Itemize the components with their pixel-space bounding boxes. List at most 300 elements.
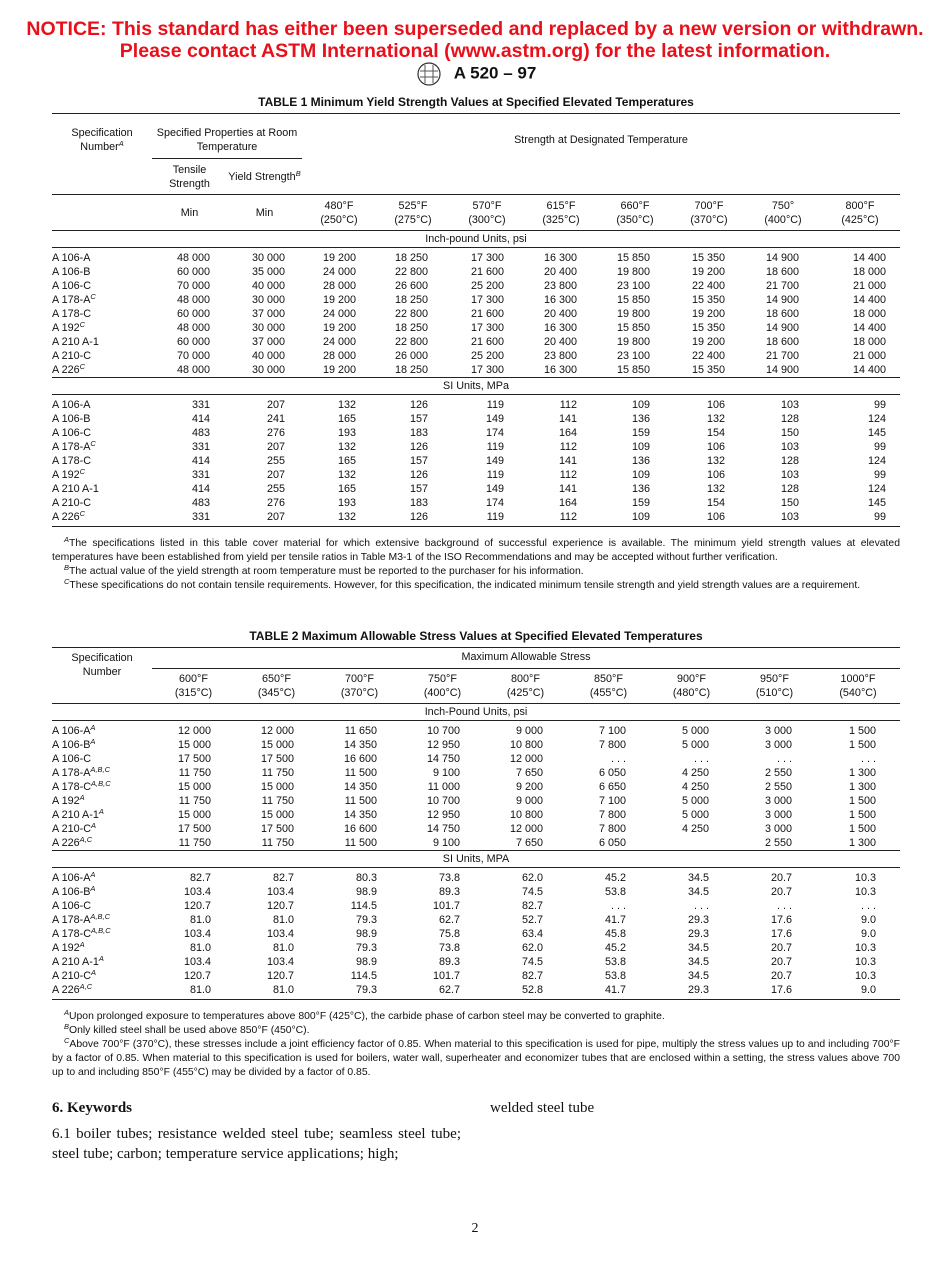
spec-number: A 210 A-1 <box>52 336 99 348</box>
value-cell: 14 400 <box>852 322 886 334</box>
value-cell: 14 400 <box>852 252 886 264</box>
value-cell: 62.7 <box>438 984 460 996</box>
spec-cell <box>52 927 152 941</box>
spec-cell <box>52 265 152 279</box>
table-row <box>52 395 900 413</box>
value-cell: 12 000 <box>177 725 211 737</box>
temp-c: (325°C) <box>542 213 580 226</box>
temp-f: 700°F <box>345 673 374 685</box>
temp-f: 800°F <box>511 673 540 685</box>
value-cell: 159 <box>631 427 650 439</box>
value-cell: . . . <box>777 753 792 765</box>
value-cell: 5 000 <box>681 725 709 737</box>
table-row <box>52 836 900 851</box>
value-cell: 19 200 <box>691 336 725 348</box>
table-row <box>52 412 900 426</box>
footnote <box>52 565 900 579</box>
value-cell: 10 700 <box>426 795 460 807</box>
spec-cell <box>52 955 152 969</box>
value-cell: 109 <box>631 441 650 453</box>
value-cell: 81.0 <box>189 984 211 996</box>
value-cell: 98.9 <box>355 886 377 898</box>
value-cell: 34.5 <box>687 956 709 968</box>
temp-f: 480°F <box>324 199 354 212</box>
value-cell: 132 <box>337 441 356 453</box>
value-cell: 21 000 <box>852 280 886 292</box>
value-cell: 483 <box>191 497 210 509</box>
value-cell: 157 <box>409 483 428 495</box>
value-cell: 132 <box>337 511 356 523</box>
temp-header <box>733 669 816 704</box>
value-cell: 21 000 <box>852 350 886 362</box>
value-cell: 79.3 <box>355 942 377 954</box>
temp-f: 900°F <box>677 673 706 685</box>
value-cell: 207 <box>266 511 285 523</box>
table-row <box>52 868 900 886</box>
footnote-mark: A <box>64 535 70 544</box>
value-cell: 20 400 <box>543 266 577 278</box>
value-cell: 74.5 <box>521 956 543 968</box>
value-cell: 82.7 <box>521 970 543 982</box>
value-cell: 34.5 <box>687 970 709 982</box>
footnote <box>52 1010 900 1024</box>
value-cell: 15 850 <box>616 252 650 264</box>
value-cell: 112 <box>559 441 577 453</box>
value-cell: 132 <box>337 469 356 481</box>
spec-number: A 106-B <box>52 886 91 898</box>
value-cell: 19 200 <box>322 294 356 306</box>
value-cell: 70 000 <box>176 280 210 292</box>
value-cell: 45.2 <box>604 872 626 884</box>
temp-header <box>450 195 524 231</box>
value-cell: 255 <box>266 455 285 467</box>
spec-number: A 106-C <box>52 280 92 292</box>
spec-cell <box>52 248 152 266</box>
value-cell: 89.3 <box>438 956 460 968</box>
table-row <box>52 265 900 279</box>
value-cell: 1 300 <box>848 781 876 793</box>
table-row <box>52 468 900 482</box>
value-cell: 19 200 <box>322 364 356 376</box>
table-row <box>52 969 900 983</box>
value-cell: 1 500 <box>848 725 876 737</box>
temp-c: (275°C) <box>394 213 432 226</box>
temp-f: 525°F <box>398 199 428 212</box>
value-cell: 141 <box>558 455 577 467</box>
value-cell: 145 <box>867 497 886 509</box>
value-cell: 20 400 <box>543 336 577 348</box>
value-cell: 24 000 <box>322 266 356 278</box>
footnote-text: Upon prolonged exposure to temperatures above 800°F (425°C), the carbide phase of carbon steel may be converted to graphite. <box>69 1011 665 1022</box>
value-cell: 82.7 <box>189 872 211 884</box>
value-cell: 26 600 <box>394 280 428 292</box>
value-cell: 4 250 <box>681 823 709 835</box>
temp-header <box>484 669 567 704</box>
value-cell: 22 800 <box>394 336 428 348</box>
value-cell: 132 <box>706 455 725 467</box>
temp-header <box>302 195 376 231</box>
footnote-text: The specifications listed in this table cover material for which extensive background of successful experience is available. The minimum yield strength values at elevated temperatures have been established from yield per tensile ratios in Table M3-1 of the ISO Recommendations and may be accepted without further verification. <box>52 538 900 563</box>
value-cell: 30 000 <box>251 252 285 264</box>
spec-number: A 106-C <box>52 900 92 912</box>
spec-cell <box>52 752 152 766</box>
spec-number: A 178-C <box>52 455 92 467</box>
value-cell: 106 <box>706 469 725 481</box>
spec-cell <box>52 899 152 913</box>
value-cell: 119 <box>486 469 504 481</box>
value-cell: 12 950 <box>426 739 460 751</box>
value-cell: . . . <box>861 900 876 912</box>
withdrawal-notice <box>0 18 950 62</box>
spec-number: A 192 <box>52 795 80 807</box>
footnote-mark: C <box>64 577 70 586</box>
value-cell: 18 600 <box>765 308 799 320</box>
value-cell: 17 300 <box>470 364 504 376</box>
spec-header-sup: A <box>118 139 124 148</box>
spec-footnote-mark: A <box>79 940 85 949</box>
value-cell: 18 250 <box>394 322 428 334</box>
spec-number: A 226 <box>52 837 80 849</box>
table1-spec-header <box>52 114 152 195</box>
value-cell: 30 000 <box>251 322 285 334</box>
value-cell: 207 <box>266 441 285 453</box>
spec-cell <box>52 321 152 335</box>
value-cell: 25 200 <box>470 280 504 292</box>
footnote <box>52 1024 900 1038</box>
temp-header <box>816 669 900 704</box>
footnote-text: Only killed steel shall be used above 850°F (450°C). <box>69 1025 310 1036</box>
value-cell: 82.7 <box>521 900 543 912</box>
value-cell: 23 800 <box>543 280 577 292</box>
value-cell: 15 000 <box>260 809 294 821</box>
table-row <box>52 321 900 335</box>
value-cell: 126 <box>409 441 428 453</box>
table-row <box>52 454 900 468</box>
value-cell: 149 <box>485 455 504 467</box>
value-cell: 331 <box>191 511 210 523</box>
value-cell: 1 500 <box>848 739 876 751</box>
temp-header <box>567 669 650 704</box>
spec-cell <box>52 868 152 886</box>
value-cell: 7 100 <box>598 795 626 807</box>
value-cell: 48 000 <box>176 322 210 334</box>
value-cell: 109 <box>631 399 650 411</box>
footnote-text: The actual value of the yield strength at room temperature must be reported to the purchaser for his information. <box>69 566 584 577</box>
value-cell: 7 650 <box>515 837 543 849</box>
value-cell: 3 000 <box>764 809 792 821</box>
temp-header <box>401 669 484 704</box>
spec-footnote-mark: A,B,C <box>91 926 111 935</box>
value-cell: 331 <box>191 399 210 411</box>
yield-header-sup: B <box>295 168 301 178</box>
value-cell: 73.8 <box>438 942 460 954</box>
temp-c: (250°C) <box>320 213 358 226</box>
spec-number: A 226 <box>52 364 80 376</box>
value-cell: 183 <box>409 497 428 509</box>
spec-number: A 178-C <box>52 928 92 940</box>
footnote <box>52 1038 900 1080</box>
value-cell: 11 750 <box>261 795 294 807</box>
value-cell: 126 <box>409 469 428 481</box>
table1-tensile-header: Tensile Strength <box>169 163 210 190</box>
spec-cell <box>52 738 152 752</box>
value-cell: 74.5 <box>521 886 543 898</box>
value-cell: 119 <box>486 399 504 411</box>
value-cell: 7 800 <box>598 823 626 835</box>
value-cell: . . . <box>611 753 626 765</box>
value-cell: 414 <box>191 455 210 467</box>
spec-cell <box>52 510 152 527</box>
spec-header-text: Specification Number <box>71 127 133 153</box>
value-cell: 18 250 <box>394 364 428 376</box>
table-row <box>52 510 900 527</box>
value-cell: 21 700 <box>765 350 799 362</box>
spec-cell <box>52 293 152 307</box>
temp-c: (350°C) <box>616 213 654 226</box>
value-cell: 63.4 <box>521 928 543 940</box>
value-cell: 29.3 <box>687 928 709 940</box>
value-cell: . . . <box>694 753 709 765</box>
value-cell: 26 000 <box>394 350 428 362</box>
spec-cell <box>52 349 152 363</box>
value-cell: 19 200 <box>322 322 356 334</box>
table1-footnotes <box>52 537 900 593</box>
value-cell: 207 <box>266 469 285 481</box>
value-cell: 7 100 <box>598 725 626 737</box>
value-cell: 20.7 <box>770 886 792 898</box>
value-cell: 99 <box>873 399 886 411</box>
value-cell: 19 800 <box>616 266 650 278</box>
temp-c: (510°C) <box>755 687 794 699</box>
value-cell: 2 550 <box>764 781 792 793</box>
value-cell: 120.7 <box>266 900 294 912</box>
value-cell: 99 <box>873 511 886 523</box>
value-cell: 53.8 <box>604 956 626 968</box>
value-cell: 10 800 <box>509 809 543 821</box>
value-cell: 331 <box>191 441 210 453</box>
footnote <box>52 537 900 565</box>
value-cell: 11 000 <box>427 781 460 793</box>
spec-cell <box>52 440 152 454</box>
astm-logo-icon <box>414 61 444 87</box>
value-cell: 10.3 <box>854 942 876 954</box>
table-row <box>52 927 900 941</box>
temp-header <box>376 195 450 231</box>
temp-c: (300°C) <box>468 213 506 226</box>
value-cell: 17.6 <box>770 928 792 940</box>
designation: A 520 – 97 <box>453 63 537 83</box>
value-cell: 276 <box>266 427 285 439</box>
value-cell: 41.7 <box>604 914 626 926</box>
value-cell: 7 800 <box>598 739 626 751</box>
value-cell: 207 <box>266 399 285 411</box>
value-cell: 14 900 <box>765 252 799 264</box>
value-cell: 17.6 <box>770 914 792 926</box>
value-cell: 62.7 <box>438 914 460 926</box>
value-cell: 15 350 <box>691 364 725 376</box>
value-cell: . . . <box>611 900 626 912</box>
value-cell: 30 000 <box>251 294 285 306</box>
value-cell: 3 000 <box>764 795 792 807</box>
value-cell: 34.5 <box>687 942 709 954</box>
value-cell: 241 <box>266 413 285 425</box>
temp-c: (315°C) <box>174 687 213 699</box>
table-row <box>52 822 900 836</box>
temp-header <box>820 195 900 231</box>
value-cell: 9.0 <box>860 984 876 996</box>
value-cell: 255 <box>266 483 285 495</box>
value-cell: 18 250 <box>394 252 428 264</box>
value-cell: 81.0 <box>272 914 294 926</box>
value-cell: 14 400 <box>852 364 886 376</box>
spec-footnote-mark: C <box>90 439 96 448</box>
spec-footnote-mark: A,C <box>79 835 93 844</box>
value-cell: 9 000 <box>515 725 543 737</box>
value-cell: 1 300 <box>848 767 876 779</box>
temp-header <box>318 669 401 704</box>
table-row <box>52 248 900 266</box>
value-cell: 109 <box>631 511 650 523</box>
value-cell: 80.3 <box>355 872 377 884</box>
value-cell: 99 <box>873 469 886 481</box>
value-cell: 89.3 <box>438 886 460 898</box>
spec-footnote-mark: C <box>79 467 86 476</box>
spec-footnote-mark: C <box>90 292 96 301</box>
value-cell: 124 <box>867 483 886 495</box>
value-cell: 16 300 <box>543 364 577 376</box>
value-cell: 5 000 <box>681 795 709 807</box>
table-row <box>52 279 900 293</box>
value-cell: 15 350 <box>691 322 725 334</box>
value-cell: . . . <box>694 900 709 912</box>
footnote-text: Above 700°F (370°C), these stresses include a joint efficiency factor of 0.85. When material to this specification is used for pipe, multiply the stress values up to and including 700°F by a factor of 0.85. When material to this specification is used for boilers, water wall, superheater and economizer tubes that are enclosed within a setting, the stress values above 700 up to and including 850°F (455°C) may be divided by a factor of 0.85. <box>52 1039 900 1078</box>
value-cell: 17 300 <box>470 322 504 334</box>
value-cell: 5 000 <box>681 809 709 821</box>
value-cell: 154 <box>706 427 725 439</box>
value-cell: 79.3 <box>355 984 377 996</box>
spec-number: A 106-C <box>52 427 92 439</box>
spec-number: A 210 A-1 <box>52 809 99 821</box>
spec-number: A 192 <box>52 322 80 334</box>
value-cell: 23 100 <box>616 280 650 292</box>
table-row <box>52 307 900 321</box>
value-cell: 11 500 <box>344 795 377 807</box>
value-cell: 37 000 <box>251 308 285 320</box>
value-cell: 7 650 <box>515 767 543 779</box>
spec-cell <box>52 363 152 378</box>
value-cell: 40 000 <box>251 350 285 362</box>
value-cell: 106 <box>706 511 725 523</box>
table-row <box>52 496 900 510</box>
value-cell: 14 900 <box>765 364 799 376</box>
value-cell: 15 000 <box>260 739 294 751</box>
value-cell: 52.7 <box>521 914 543 926</box>
temp-c: (345°C) <box>257 687 296 699</box>
temp-header <box>672 195 746 231</box>
value-cell: 11 750 <box>178 767 211 779</box>
table-row <box>52 335 900 349</box>
spec-cell <box>52 468 152 482</box>
value-cell: 17 500 <box>177 753 211 765</box>
value-cell: 81.0 <box>189 914 211 926</box>
value-cell: 12 000 <box>260 725 294 737</box>
value-cell: 132 <box>706 413 725 425</box>
temp-f: 700°F <box>694 199 724 212</box>
value-cell: 126 <box>409 399 428 411</box>
temp-header <box>524 195 598 231</box>
spec-cell <box>52 335 152 349</box>
table1-strength-header: Strength at Designated Temperature <box>514 134 688 146</box>
temp-header <box>235 669 318 704</box>
value-cell: 15 350 <box>691 252 725 264</box>
value-cell: 157 <box>409 455 428 467</box>
value-cell: 15 000 <box>177 739 211 751</box>
table-row <box>52 955 900 969</box>
spec-footnote-mark: A,B,C <box>90 912 111 921</box>
table-row <box>52 482 900 496</box>
value-cell: 103.4 <box>266 956 294 968</box>
value-cell: 128 <box>780 483 799 495</box>
value-cell: 81.0 <box>189 942 211 954</box>
value-cell: 35 000 <box>251 266 285 278</box>
value-cell: 28 000 <box>322 350 356 362</box>
spec-number: A 210-C <box>52 970 92 982</box>
table-row <box>52 913 900 927</box>
spec-footnote-mark: A <box>98 807 104 816</box>
value-cell: 18 000 <box>852 266 886 278</box>
value-cell: 164 <box>558 427 577 439</box>
spec-footnote-mark: A <box>90 870 96 879</box>
temp-f: 800°F <box>845 199 875 212</box>
value-cell: 18 600 <box>765 266 799 278</box>
value-cell: 19 200 <box>691 266 725 278</box>
value-cell: 174 <box>485 497 504 509</box>
temp-c: (400°C) <box>423 687 462 699</box>
value-cell: 73.8 <box>438 872 460 884</box>
value-cell: 14 350 <box>343 809 377 821</box>
value-cell: 103 <box>780 469 799 481</box>
value-cell: 103.4 <box>183 928 211 940</box>
value-cell: 21 600 <box>470 308 504 320</box>
spec-cell <box>52 808 152 822</box>
spec-cell <box>52 822 152 836</box>
table1-caption: TABLE 1 Minimum Yield Strength Values at Specified Elevated Temperatures <box>258 95 694 109</box>
spec-number: A 106-A <box>52 725 91 737</box>
table-row <box>52 885 900 899</box>
spec-footnote-mark: A <box>90 737 96 746</box>
value-cell: 10.3 <box>854 956 876 968</box>
value-cell: 165 <box>337 483 356 495</box>
table2-spec-header: Specification Number <box>71 652 133 678</box>
temp-f: 950°F <box>760 673 789 685</box>
value-cell: 17 500 <box>260 823 294 835</box>
spec-footnote-mark: A <box>79 793 85 802</box>
value-cell: 19 800 <box>616 308 650 320</box>
value-cell: 10.3 <box>854 970 876 982</box>
value-cell: 18 250 <box>394 294 428 306</box>
keywords-body: 6.1 boiler tubes; resistance welded steel tube; seamless steel tube; steel tube; carbon; temperature service applications; high; <box>52 1126 461 1162</box>
value-cell: 45.2 <box>604 942 626 954</box>
spec-cell <box>52 496 152 510</box>
spec-footnote-mark: A,B,C <box>90 765 111 774</box>
value-cell: 120.7 <box>183 970 211 982</box>
value-cell: 18 000 <box>852 336 886 348</box>
value-cell: 9 100 <box>432 837 460 849</box>
value-cell: 124 <box>867 413 886 425</box>
value-cell: 141 <box>558 483 577 495</box>
footnote-mark: B <box>64 1022 70 1031</box>
value-cell: 114.5 <box>350 970 377 982</box>
